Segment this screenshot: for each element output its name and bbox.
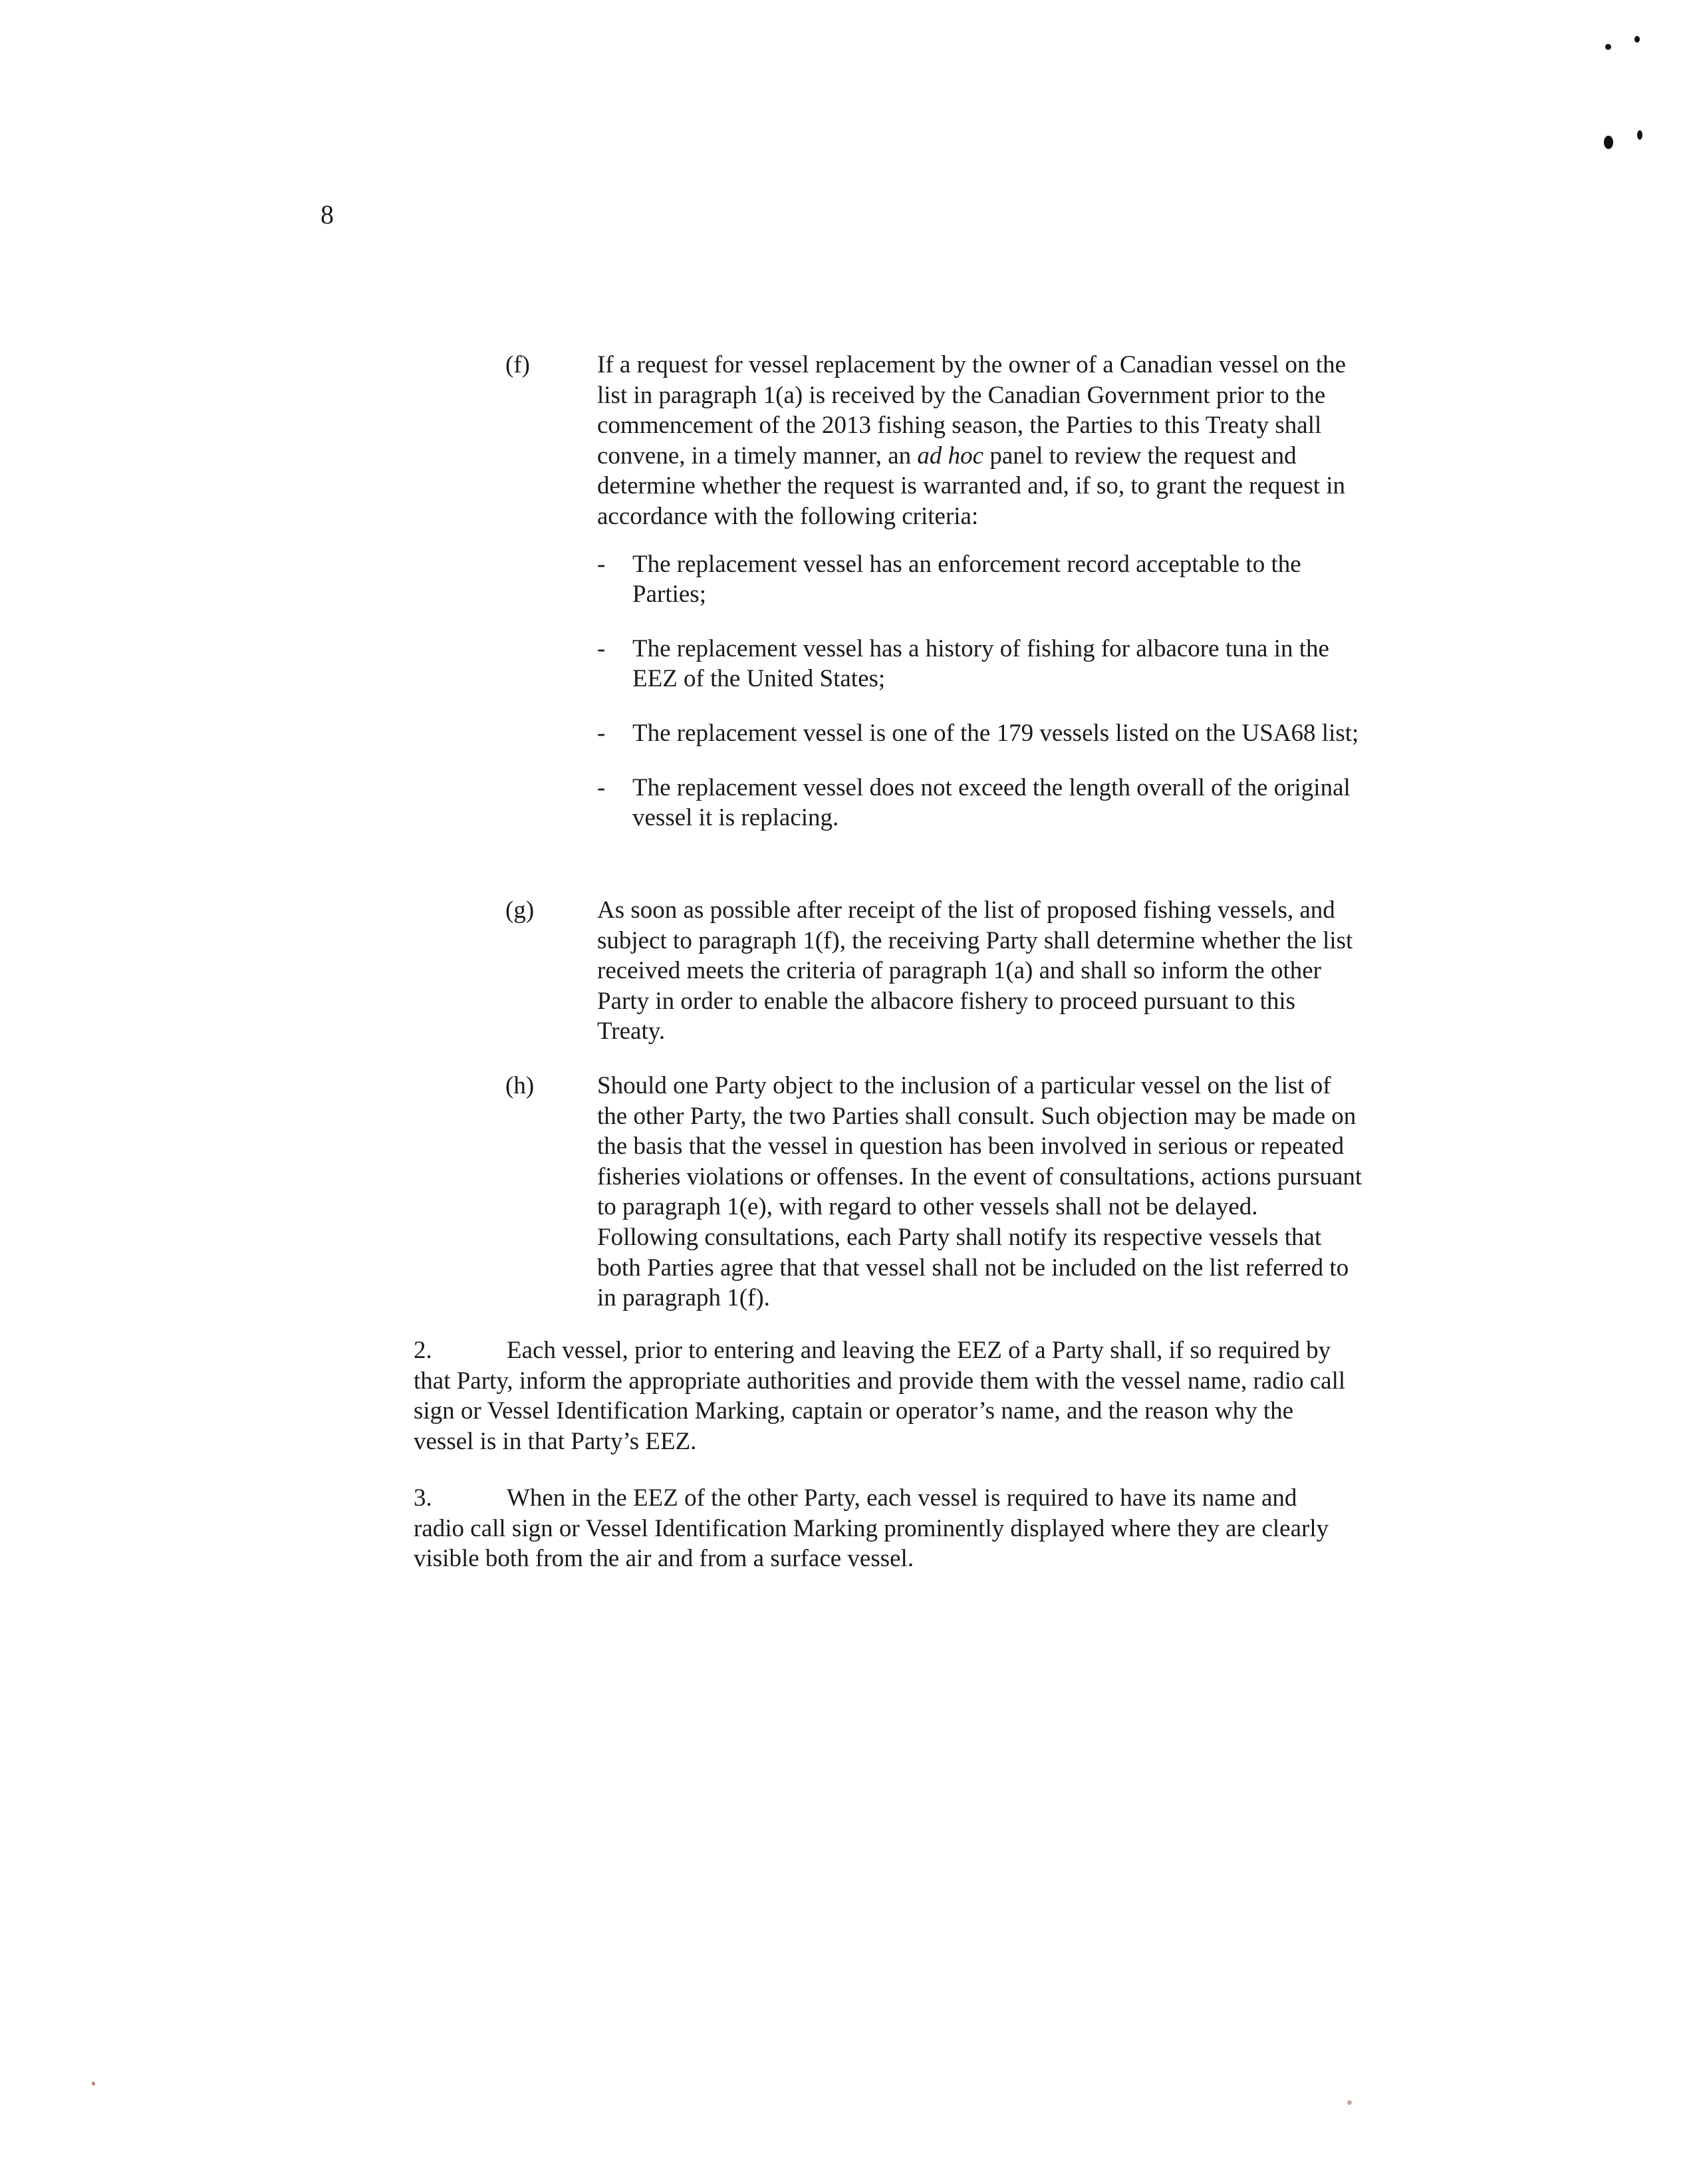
list-item: - The replacement vessel does not exceed the length overall of the original vessel it is replacing.	[597, 773, 1351, 832]
subparagraph-body	[597, 350, 1363, 833]
scan-speck	[92, 2082, 95, 2086]
subparagraph-f	[505, 350, 1363, 833]
paragraph-3	[414, 1483, 1351, 1574]
paragraph-number: 2.	[414, 1337, 432, 1364]
dash-marker: -	[597, 634, 606, 662]
scan-speck	[1604, 136, 1613, 149]
page-number: 8	[321, 200, 334, 229]
subparagraph-text: As soon as possible after receipt of the list of proposed fishing vessels, and subject to paragraph 1(f), the receiving Party shall determine whether the list received meets the criteria of paragraph 1(a) and shall so inform the other Party in order to enable the albacore fishery to proceed pursuant to this Treaty.	[597, 896, 1353, 1045]
subparagraph-label: (g)	[505, 896, 535, 924]
scan-speck	[1637, 130, 1642, 140]
list-item: - The replacement vessel has an enforcement record acceptable to the Parties;	[597, 550, 1301, 609]
scan-speck	[1347, 2100, 1352, 2105]
list-item: - The replacement vessel is one of the 179 vessels listed on the USA68 list;	[597, 718, 1363, 749]
subparagraph-body	[597, 1071, 1363, 1313]
subparagraph-text: Should one Party object to the inclusion of a particular vessel on the list of the other Party, the two Parties shall consult. Such objection may be made on the basis that the vessel in question has been involved in serious or repeated fisheries violations or offenses. In the event of consultations, actions pursuant to paragraph 1(e), with regard to other vessels shall not be delayed. Following consultations, each Party shall notify its respective vessels that both Parties agree that that vessel shall not be included on the list referred to in paragraph 1(f).	[597, 1072, 1362, 1312]
subparagraph-label: (h)	[505, 1072, 535, 1099]
criteria-list	[597, 549, 1363, 833]
paragraph-2	[414, 1335, 1351, 1456]
subparagraph-text: If a request for vessel replacement by the owner of a Canadian vessel on the list in paragraph 1(a) is received by the Canadian Government prior to the commencement of the 2013 fishing season, the Parties to this Treaty shall convene, in a timely manner, an ad hoc panel to review the request and determine whether the request is warranted and, if so, to grant the request in accordance with the following criteria:	[597, 351, 1347, 530]
subparagraph-g	[505, 895, 1363, 1047]
subparagraph-body	[597, 895, 1363, 1047]
scan-speck	[1605, 44, 1611, 50]
subparagraph-label: (f)	[505, 351, 530, 378]
scan-speck	[1634, 36, 1640, 43]
paragraph-number: 3.	[414, 1484, 432, 1512]
dash-marker: -	[597, 773, 606, 801]
dash-marker: -	[597, 719, 606, 747]
paragraph-text: When in the EEZ of the other Party, each vessel is required to have its name and radio call sign or Vessel Identification Marking prominently displayed where they are clearly visible both from the air and from a surface vessel.	[414, 1484, 1329, 1573]
emphasis-text: ad hoc	[917, 442, 984, 470]
paragraph-text: Each vessel, prior to entering and leaving the EEZ of a Party shall, if so required by that Party, inform the appropriate authorities and provide them with the vessel name, radio call sign or Vessel Identification Marking, captain or operator’s name, and the reason why the vessel is in that Party’s EEZ.	[414, 1337, 1346, 1455]
list-item: - The replacement vessel has a history of fishing for albacore tuna in the EEZ of the United States;	[597, 634, 1329, 693]
subparagraph-h	[505, 1071, 1363, 1313]
dash-marker: -	[597, 550, 606, 578]
